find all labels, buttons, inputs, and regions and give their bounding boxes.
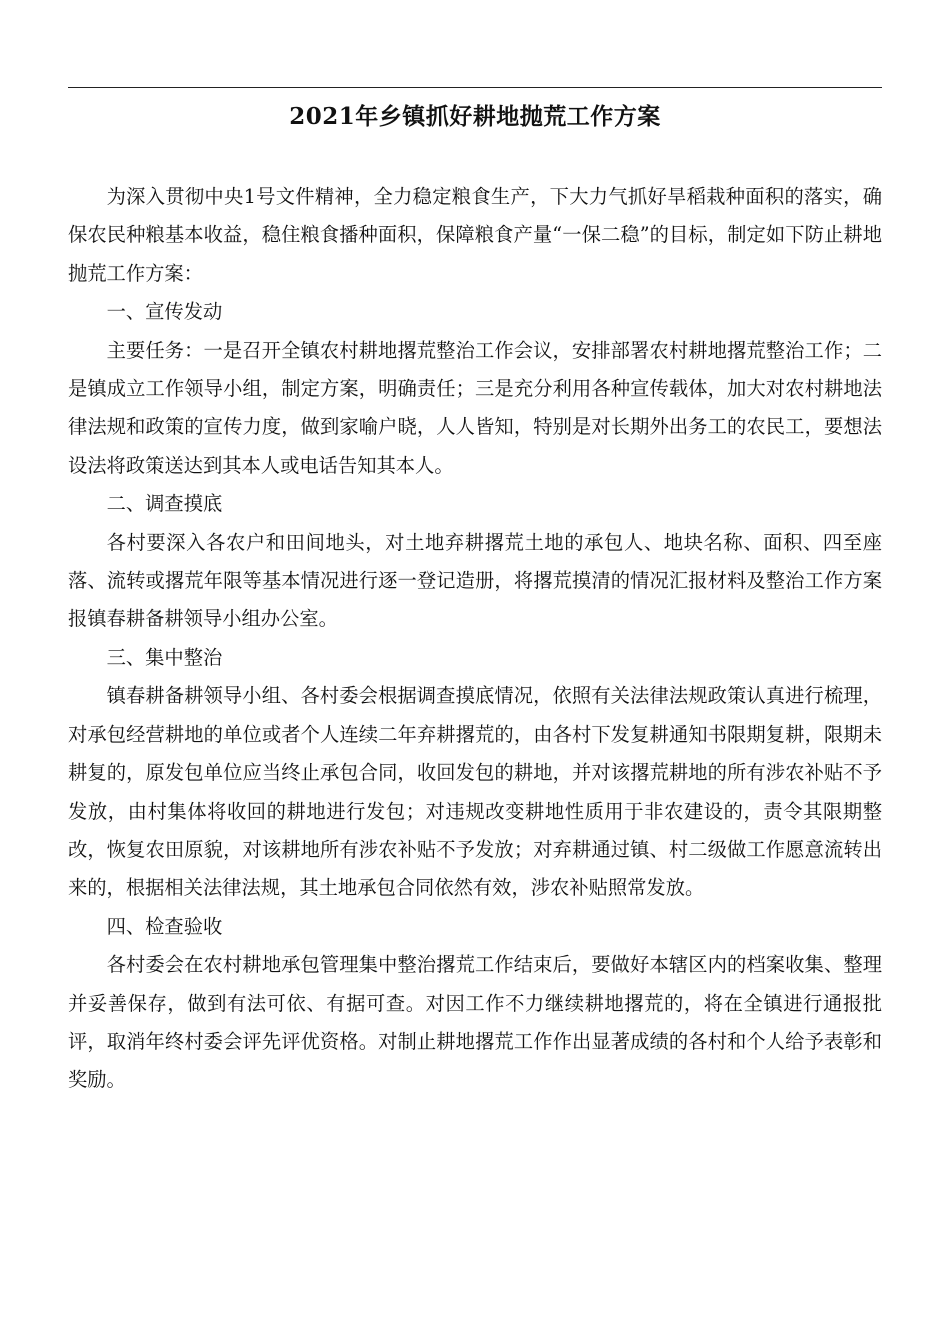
section-body-inspection: 各村委会在农村耕地承包管理集中整治撂荒工作结束后，要做好本辖区内的档案收集、整理并妥善保存，做到有法可依、有据可查。对因工作不力继续耕地撂荒的，将在全镇进行通报批评，取消年终村委会评先评优资格。对制止耕地撂荒工作作出显著成绩的各村和个人给予表彰和奖励。 xyxy=(68,953,882,1092)
intro-paragraph: 为深入贯彻中央1号文件精神，全力稳定粮食生产，下大力气抓好旱稻栽种面积的落实，确保农民种粮基本收益，稳住粮食播种面积，保障粮食产量“一保二稳”的目标，制定如下防止耕地抛荒工作方案： xyxy=(68,185,882,285)
section-body-publicity: 主要任务：一是召开全镇农村耕地撂荒整治工作会议，安排部署农村耕地撂荒整治工作；二是镇成立工作领导小组，制定方案，明确责任；三是充分利用各种宣传载体，加大对农村耕地法律法规和政策的宣传力度，做到家喻户晓，人人皆知，特别是对长期外出务工的农民工，要想法设法将政策送达到其本人或电话告知其本人。 xyxy=(68,338,882,477)
section-heading-rectification: 三、集中整治 xyxy=(106,645,223,669)
section-heading-inspection: 四、检查验收 xyxy=(106,914,223,938)
section-body-survey: 各村要深入各农户和田间地头，对土地弃耕撂荒土地的承包人、地块名称、面积、四至座落、流转或撂荒年限等基本情况进行逐一登记造册，将撂荒摸清的情况汇报材料及整治工作方案报镇春耕备耕领导小组办公室。 xyxy=(68,530,882,631)
document-title: 2021年乡镇抓好耕地抛荒工作方案 xyxy=(289,103,661,130)
section-heading-survey: 二、调查摸底 xyxy=(106,492,223,516)
section-heading-publicity: 一、宣传发动 xyxy=(106,300,223,324)
document-body xyxy=(68,178,882,1100)
section-body-rectification: 镇春耕备耕领导小组、各村委会根据调查摸底情况，依照有关法律法规政策认真进行梳理，对承包经营耕地的单位或者个人连续二年弃耕撂荒的，由各村下发复耕通知书限期复耕，限期未耕复的，原发包单位应当终止承包合同，收回发包的耕地，并对该撂荒耕地的所有涉农补贴不予发放，由村集体将收回的耕地进行发包；对违规改变耕地性质用于非农建设的，责令其限期整改，恢复农田原貌，对该耕地所有涉农补贴不予发放；对弃耕通过镇、村二级做工作愿意流转出来的，根据相关法律法规，其土地承包合同依然有效，涉农补贴照常发放。 xyxy=(68,684,882,900)
header-rule xyxy=(68,87,882,88)
